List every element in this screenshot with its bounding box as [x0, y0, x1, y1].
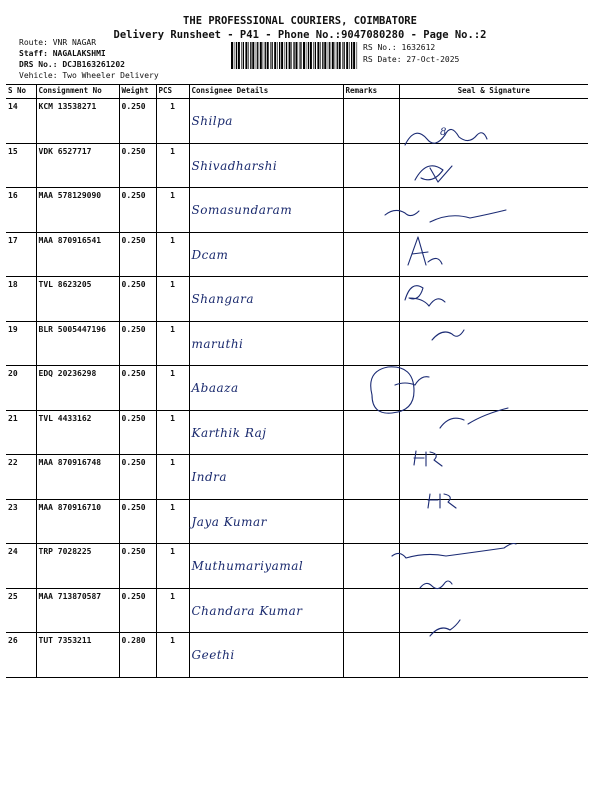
signature-22: [414, 451, 442, 466]
row-sno: 19: [6, 321, 36, 366]
row-sno: 17: [6, 232, 36, 277]
row-weight: 0.250: [119, 232, 156, 277]
col-pcs: PCS: [156, 85, 189, 99]
row-sno: 16: [6, 188, 36, 233]
row-sno: 22: [6, 455, 36, 500]
row-weight: 0.280: [119, 633, 156, 678]
consignee-signature: Abaaza: [191, 381, 239, 395]
row-consignment-no: MAA 870916710: [36, 499, 119, 544]
rs-date-label: RS Date: 27-Oct-2025: [363, 55, 460, 64]
route-label: Route: VNR NAGAR: [19, 38, 97, 47]
row-pcs: 1: [156, 633, 189, 678]
signature-20: [371, 367, 429, 413]
signature-15: [415, 166, 452, 182]
row-consignment-no: VDK 6527717: [36, 143, 119, 188]
runsheet-subtitle: Delivery Runsheet - P41 - Phone No.:9047080280 - Page No.:2: [113, 29, 487, 41]
row-consignment-no: BLR 5005447196: [36, 321, 119, 366]
rs-no-label: RS No.: 1632612: [363, 43, 436, 52]
row-pcs: 1: [156, 544, 189, 589]
col-consignee: Consignee Details: [189, 85, 343, 99]
row-pcs: 1: [156, 188, 189, 233]
row-pcs: 1: [156, 277, 189, 322]
signature-14-mark: 8: [440, 127, 447, 138]
row-pcs: 1: [156, 99, 189, 144]
row-consignment-no: TRP 7028225: [36, 544, 119, 589]
row-pcs: 1: [156, 143, 189, 188]
row-sno: 25: [6, 588, 36, 633]
consignee-signature: Dcam: [191, 247, 229, 262]
row-consignment-no: TVL 4433162: [36, 410, 119, 455]
signature-23: [428, 494, 456, 508]
row-pcs: 1: [156, 455, 189, 500]
consignee-signature: Karthik Raj: [191, 425, 267, 440]
row-pcs: 1: [156, 499, 189, 544]
vehicle-label: Vehicle: Two Wheeler Delivery: [19, 71, 159, 80]
row-consignment-no: MAA 870916748: [36, 455, 119, 500]
row-weight: 0.250: [119, 588, 156, 633]
signature-21: [440, 408, 508, 428]
row-weight: 0.250: [119, 410, 156, 455]
row-consignment-no: TVL 8623205: [36, 277, 119, 322]
consignee-signature: Chandara Kumar: [191, 603, 303, 618]
signature-16: [385, 210, 506, 222]
row-pcs: 1: [156, 410, 189, 455]
row-weight: 0.250: [119, 366, 156, 411]
row-sno: 15: [6, 143, 36, 188]
row-weight: 0.250: [119, 544, 156, 589]
row-consignment-no: TUT 7353211: [36, 633, 119, 678]
consignee-signature: Geethi: [191, 648, 235, 662]
row-sno: 18: [6, 277, 36, 322]
signature-25: [420, 581, 452, 589]
row-consignment-no: MAA 713870587: [36, 588, 119, 633]
staff-label: Staff: NAGALAKSHMI: [19, 49, 106, 58]
row-weight: 0.250: [119, 455, 156, 500]
row-weight: 0.250: [119, 499, 156, 544]
col-remarks: Remarks: [343, 85, 399, 99]
signature-17: [408, 237, 442, 265]
row-weight: 0.250: [119, 188, 156, 233]
row-consignment-no: MAA 870916541: [36, 232, 119, 277]
consignee-signature: maruthi: [191, 336, 244, 351]
col-consignment: Consignment No: [36, 85, 119, 99]
consignee-signature: Shilpa: [191, 114, 233, 128]
row-sno: 26: [6, 633, 36, 678]
signature-26: [430, 620, 460, 636]
row-sno: 21: [6, 410, 36, 455]
company-title: THE PROFESSIONAL COURIERS, COIMBATORE: [183, 15, 417, 27]
consignee-signature: Shangara: [191, 292, 255, 306]
col-weight: Weight: [119, 85, 156, 99]
row-pcs: 1: [156, 232, 189, 277]
row-sno: 24: [6, 544, 36, 589]
signature-18: [405, 286, 445, 306]
row-weight: 0.250: [119, 143, 156, 188]
row-pcs: 1: [156, 588, 189, 633]
consignee-signature: Somasundaram: [191, 203, 293, 217]
row-sno: 20: [6, 366, 36, 411]
row-sno: 23: [6, 499, 36, 544]
row-consignment-no: EDQ 20236298: [36, 366, 119, 411]
consignee-signature: Indra: [191, 470, 228, 484]
row-sno: 14: [6, 99, 36, 144]
row-consignment-no: KCM 13538271: [36, 99, 119, 144]
row-consignment-no: MAA 578129090: [36, 188, 119, 233]
signature-24: [392, 544, 516, 559]
drs-label: DRS No.: DCJB163261202: [19, 60, 125, 69]
row-pcs: 1: [156, 366, 189, 411]
col-seal: Seal & Signature: [399, 85, 588, 99]
consignee-signature: Shivadharshi: [191, 158, 278, 173]
row-pcs: 1: [156, 321, 189, 366]
consignee-signature: Muthumariyamal: [191, 559, 304, 573]
row-weight: 0.250: [119, 321, 156, 366]
consignee-signature: Jaya Kumar: [191, 514, 267, 529]
signature-19: [432, 330, 464, 340]
row-weight: 0.250: [119, 99, 156, 144]
row-weight: 0.250: [119, 277, 156, 322]
col-sno: S No: [6, 85, 36, 99]
